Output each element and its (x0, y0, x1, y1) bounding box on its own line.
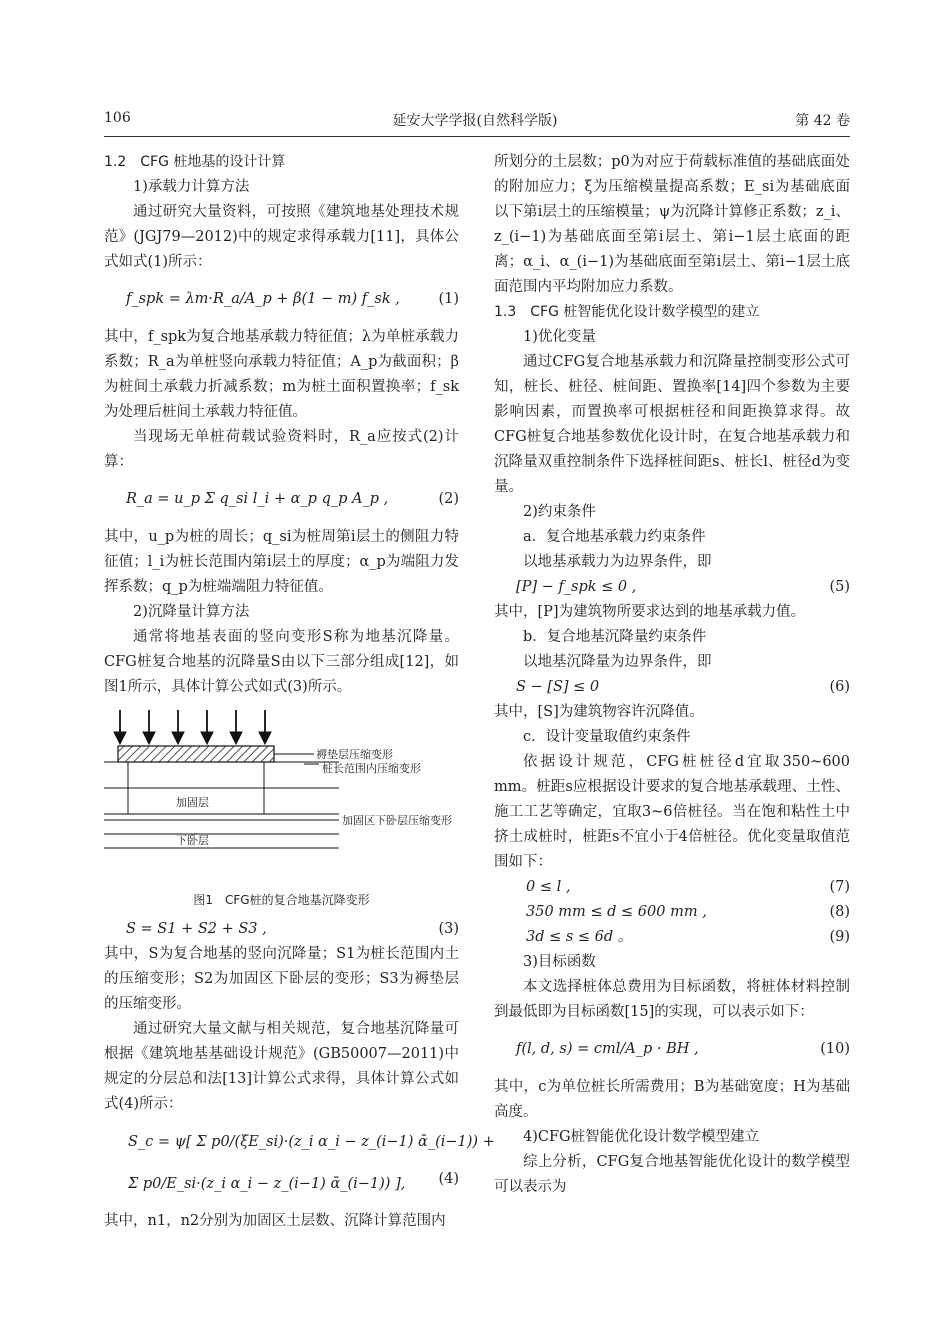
paragraph: 通过研究大量资料，可按照《建筑地基处理技术规范》(JGJ79—2012)中的规定求得承载力[11]，具体公式如式(1)所示： (104, 204, 459, 270)
equation-number: (4) (438, 1171, 459, 1187)
paragraph: 依据设计规范，CFG桩桩径d宜取350~600 mm。桩距s应根据设计要求的复合地基承载理、土性、施工工艺等确定，宜取3~6倍桩径。当在饱和粘性土中挤土成桩时，桩距s不宜小于4倍桩径。优化变量取值范围如下： (494, 754, 850, 870)
paragraph: 其中，f_spk为复合地基承载力特征值；λ为单桩承载力系数；R_a为单桩竖向承载力特征值；A_p为截面积；β为桩间土承载力折减系数；m为桩土面积置换率；f_sk为处理后桩间土承载力特征值。 (104, 329, 459, 420)
equation-number: (9) (829, 929, 850, 945)
equation-line: S_c = ψ[ Σ p0/(ξE_si)·(z_i α_i − z_(i−1) ᾱ_(i−1)) + (128, 1134, 495, 1150)
equation-number: (7) (829, 879, 850, 895)
header-rule (104, 136, 850, 137)
paragraph: 其中，n1，n2分别为加固区土层数、沉降计算范围内 (104, 1213, 446, 1229)
subsection-constraints: 2)约束条件 (523, 504, 596, 520)
figure-label-reinforced: 加固层 (176, 796, 209, 809)
section-1-2-heading: 1.2 CFG 桩地基的设计计算 (104, 154, 286, 170)
equation-body: 3d ≤ s ≤ 6d 。 (526, 929, 633, 945)
figure-label-cushion: 褥垫层压缩变形 (316, 748, 393, 761)
paragraph: 通常将地基表面的竖向变形S称为地基沉降量。CFG桩复合地基的沉降量S由以下三部分组成[12]，如图1所示，具体计算公式如式(3)所示。 (104, 629, 459, 695)
equation-line: Σ p0/E_si·(z_i α_i − z_(i−1) ᾱ_(i−1)) ], (128, 1176, 406, 1192)
paragraph: 其中，S为复合地基的竖向沉降量；S1为桩长范围内土的压缩变形；S2为加固区下卧层的变形；S3为褥垫层的压缩变形。 (104, 946, 459, 1012)
subsection-variables: 1)优化变量 (523, 329, 596, 345)
figure-label-lower: 下卧层 (176, 834, 209, 847)
equation-8 (494, 900, 850, 925)
left-column (104, 150, 495, 1234)
equation-body: f_spk = λm·R_a/A_p + β(1 − m) f_sk , (126, 291, 400, 307)
equation-10 (494, 1025, 850, 1075)
equation-3 (104, 917, 459, 942)
paragraph: 其中，[P]为建筑物所要求达到的地基承载力值。 (494, 604, 806, 620)
settlement-diagram (104, 706, 459, 882)
paragraph: 其中，c为单位桩长所需费用；B为基础宽度；H为基础高度。 (494, 1079, 850, 1120)
paragraph: 综上分析，CFG复合地基智能优化设计的数学模型可以表示为 (494, 1154, 850, 1195)
equation-5 (494, 575, 850, 600)
equation-body: R_a = u_p Σ q_si l_i + α_p q_p A_p , (126, 491, 389, 507)
subsection-objective: 3)目标函数 (523, 954, 596, 970)
paragraph: 本文选择桩体总费用为目标函数，将桩体材料控制到最低即为目标函数[15]的实现，可以表示如下： (494, 979, 850, 1020)
paragraph: 通过CFG复合地基承载力和沉降量控制变形公式可知，桩长、桩径、桩间距、置换率[14]四个参数为主要影响因素，而置换率可根据桩径和间距换算求得。故CFG桩复合地基参数优化设计时，在复合地基承载力和沉降量双重控制条件下选择桩间距s、桩长l、桩径d为变量。 (494, 354, 850, 495)
equation-body: [P] − f_spk ≤ 0 , (516, 579, 637, 595)
equation-number: (2) (438, 491, 459, 507)
equation-2 (104, 475, 459, 525)
equation-9 (494, 925, 850, 950)
equation-6 (494, 675, 850, 700)
constraint-b-title: b．复合地基沉降量约束条件 (523, 629, 707, 645)
paragraph: 其中，u_p为桩的周长；q_si为桩周第i层土的侧阻力特征值；l_i为桩长范围内第i层土的厚度；α_p为端阻力发挥系数；q_p为桩端端阻力特征值。 (104, 529, 459, 595)
equation-body: S − [S] ≤ 0 (516, 679, 600, 695)
equation-4 (104, 1117, 495, 1209)
figure-1 (104, 706, 459, 882)
figure-label-pile: 桩长范围内压缩变形 (322, 762, 421, 775)
equation-1 (104, 275, 459, 325)
equation-number: (1) (438, 291, 459, 307)
paragraph: 通过研究大量文献与相关规范，复合地基沉降量可根据《建筑地基基础设计规范》(GB50007—2011)中规定的分层总和法[13]计算公式求得，具体计算公式如式(4)所示： (104, 1021, 459, 1112)
subsection-model: 4)CFG桩智能优化设计数学模型建立 (523, 1129, 760, 1145)
equation-number: (3) (438, 921, 459, 937)
equation-7 (494, 875, 850, 900)
paragraph: 当现场无单桩荷载试验资料时，R_a应按式(2)计算： (104, 429, 459, 470)
equation-body: 350 mm ≤ d ≤ 600 mm , (526, 904, 707, 920)
constraint-c-title: c．设计变量取值约束条件 (523, 729, 691, 745)
figure-caption: 图1 CFG桩的复合地基沉降变形 (193, 893, 370, 907)
paragraph: 所划分的土层数；p0为对应于荷载标准值的基础底面处的附加应力；ξ为压缩模量提高系数；E_si为基础底面以下第i层土的压缩模量；ψ为沉降计算修正系数；z_i、z_(i−1)为基础底面至第i层土、第i−1层土底面的距离；α_i、α_(i−1)为基础底面至第i层土、第i−1层土底面范围内平均附加应力系数。 (494, 154, 850, 295)
equation-number: (10) (820, 1041, 850, 1057)
paragraph: 其中，[S]为建筑物容许沉降值。 (494, 704, 704, 720)
section-1-3-heading: 1.3 CFG 桩智能优化设计数学模型的建立 (494, 304, 760, 320)
figure-label-below: 加固区下卧层压缩变形 (342, 814, 452, 827)
equation-body: S = S1 + S2 + S3 , (126, 921, 267, 937)
load-arrows (114, 710, 271, 744)
cushion-layer (118, 746, 274, 762)
equation-body: f(l, d, s) = cml/A_p · BH , (516, 1041, 699, 1057)
constraint-b-text: 以地基沉降量为边界条件，即 (523, 654, 712, 670)
equation-number: (8) (829, 904, 850, 920)
constraint-a-text: 以地基承载力为边界条件，即 (523, 554, 712, 570)
right-column (494, 150, 850, 1200)
equation-body: 0 ≤ l , (526, 879, 571, 895)
page-number: 106 (104, 110, 131, 126)
volume-label: 第 42 卷 (795, 113, 850, 129)
equation-number: (5) (829, 579, 850, 595)
journal-title: 延安大学学报(自然科学版) (392, 113, 558, 129)
equation-number: (6) (829, 679, 850, 695)
constraint-a-title: a．复合地基承载力约束条件 (523, 529, 706, 545)
subsection-settlement: 2)沉降量计算方法 (133, 604, 250, 620)
subsection-bearing-capacity: 1)承载力计算方法 (133, 179, 250, 195)
